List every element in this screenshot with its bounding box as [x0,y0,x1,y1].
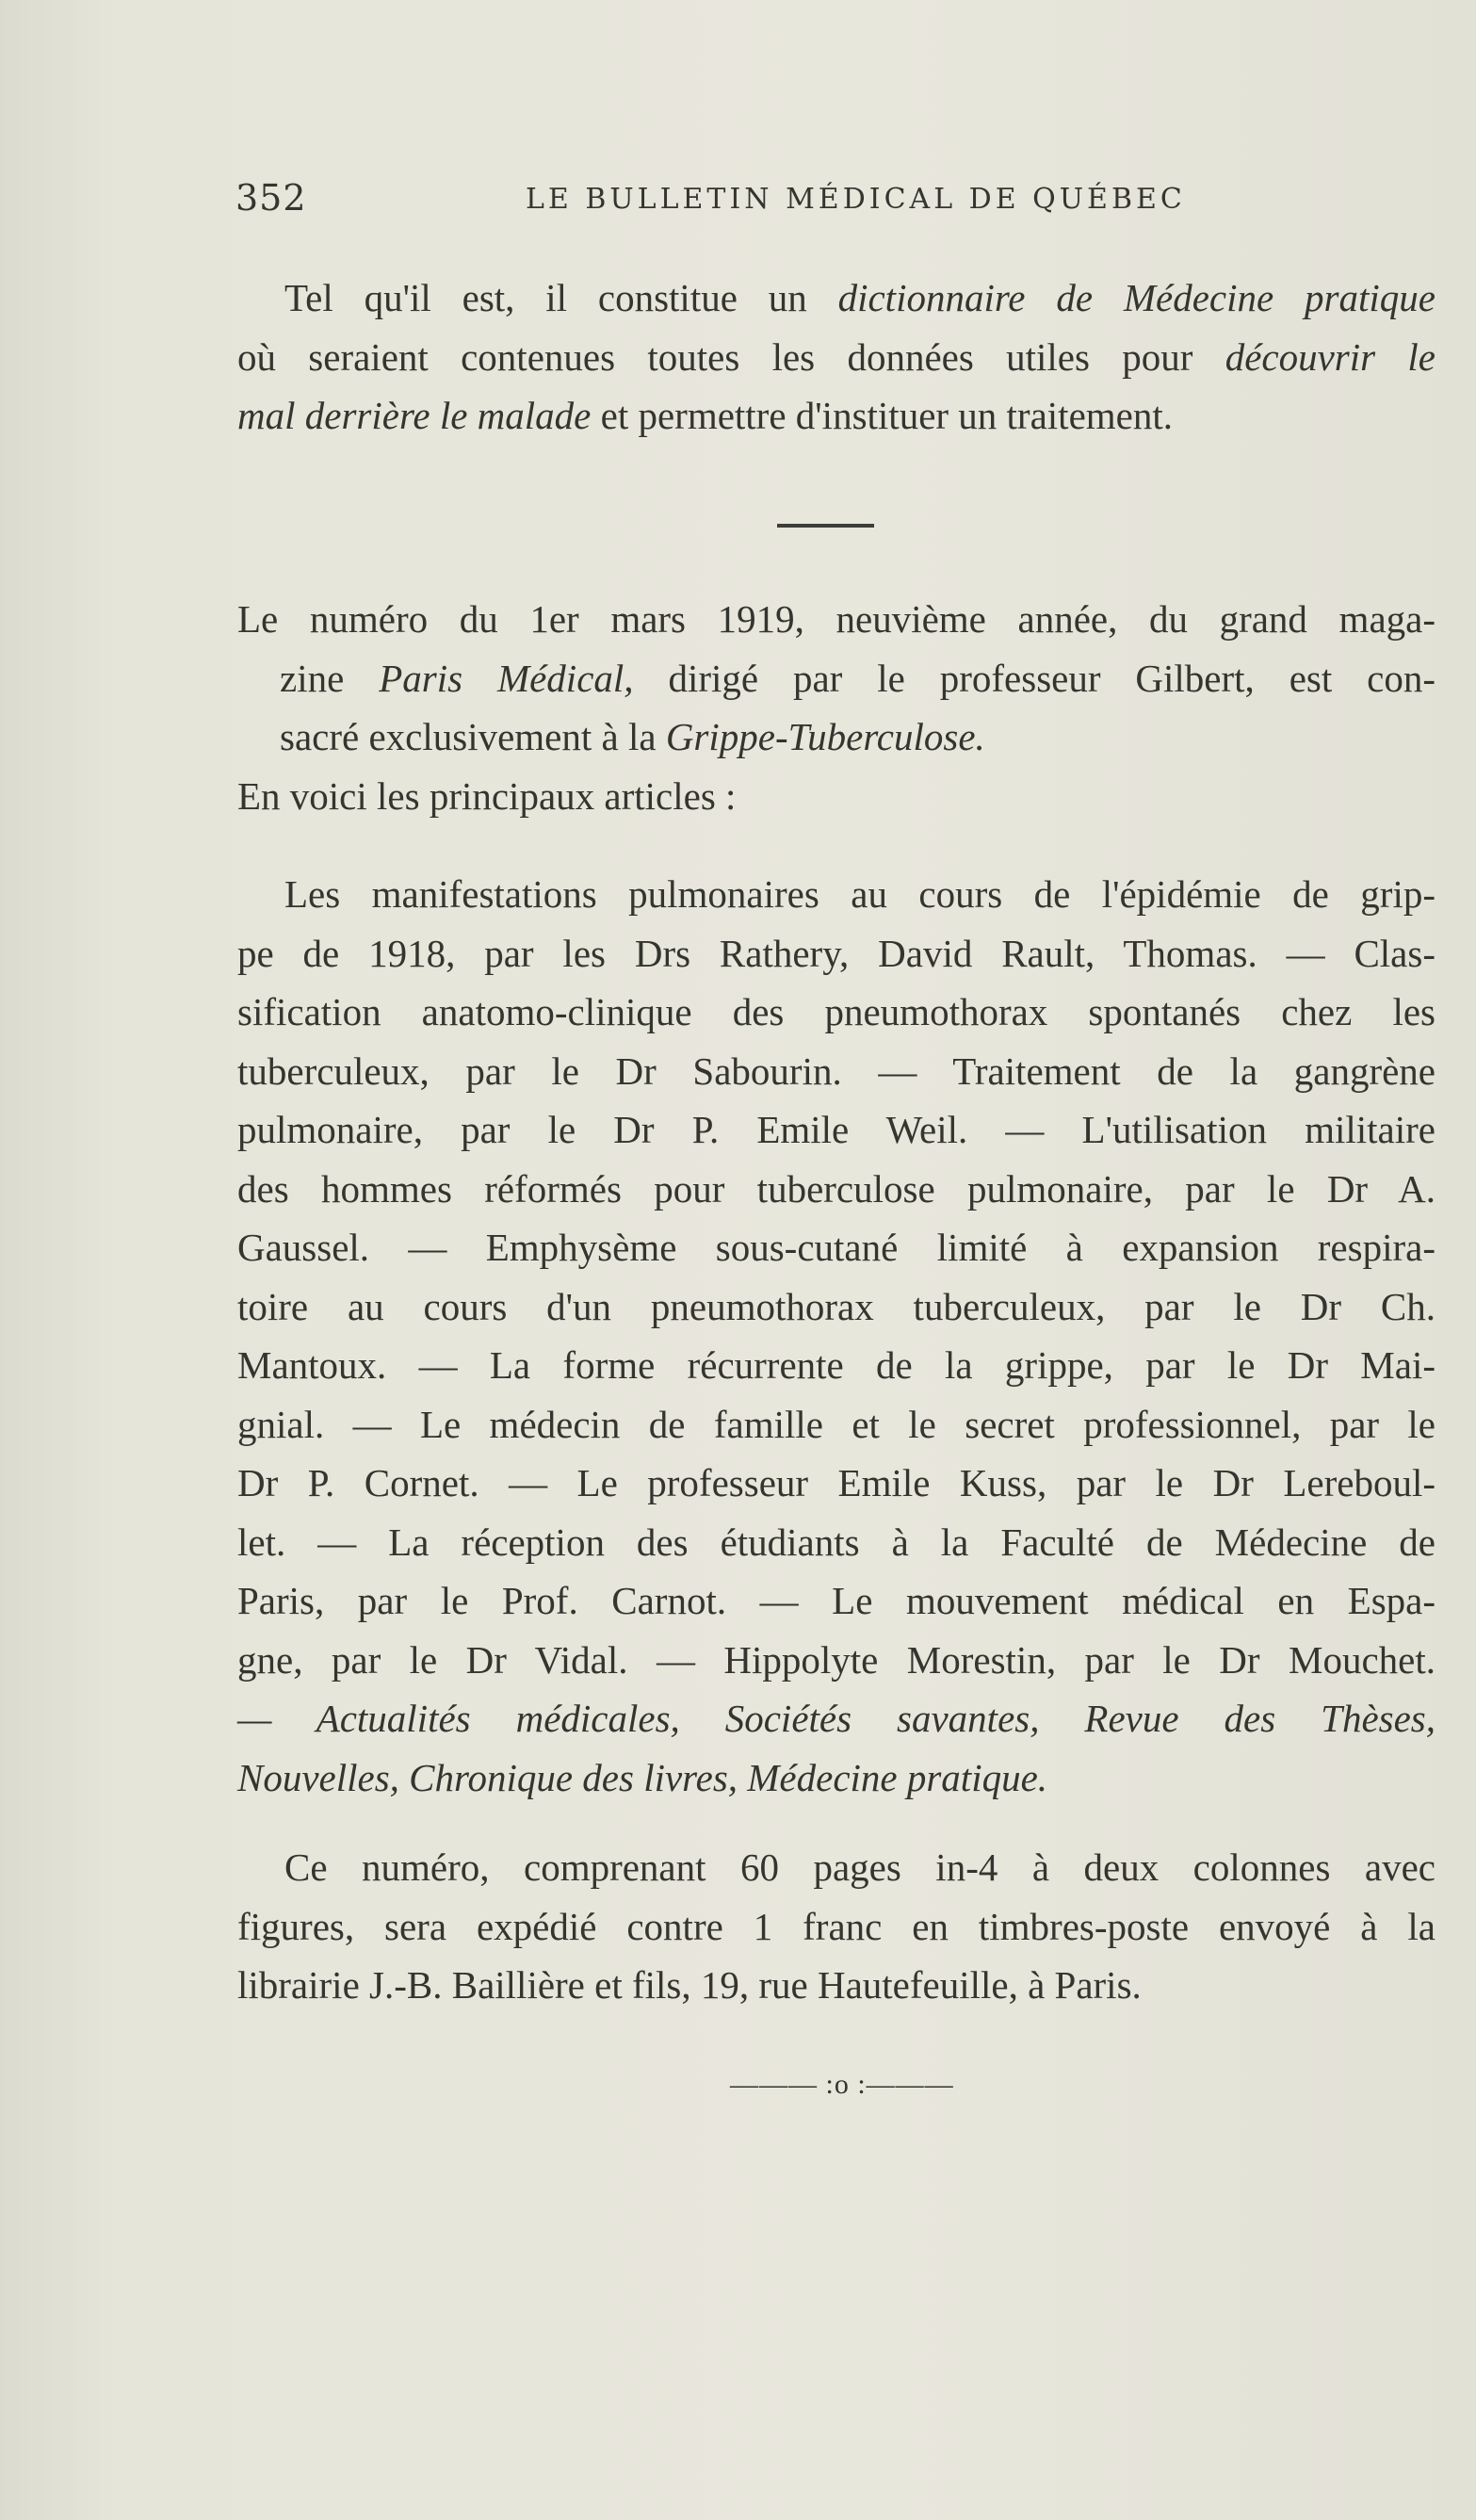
text-line: tuberculeux, par le Dr Sabourin. — Traitement de la gangrène [237,1049,1435,1093]
text-line: Paris, par le Prof. Carnot. — Le mouvement médical en Espa- [237,1579,1435,1622]
text-line: librairie J.-B. Baillière et fils, 19, rue Hautefeuille, à Paris. [237,1963,1142,2007]
text-line: let. — La réception des étudiants à la Faculté de Médecine de [237,1520,1435,1564]
text-line: des hommes réformés pour tuberculose pulmonaire, par le Dr A. [237,1166,1435,1211]
paragraph-articles [237,865,1435,1807]
text-line: gnial. — Le médecin de famille et le secret professionnel, par le [237,1402,1435,1446]
end-ornament: ——— :o :——— [730,2069,954,2100]
text-line: — Actualités médicales, Sociétés savantes, Revue des Thèses, [237,1697,1435,1740]
text-line: Nouvelles, Chronique des livres, Médecine pratique. [237,1755,1048,1799]
text-line: gne, par le Dr Vidal. — Hippolyte Morestin, par le Dr Mouchet. [237,1637,1435,1682]
text-line: Dr P. Cornet. — Le professeur Emile Kuss, par le Dr Lereboul- [237,1461,1435,1504]
text-line: pulmonaire, par le Dr P. Emile Weil. — L'utilisation militaire [237,1108,1435,1151]
text-line: Mantoux. — La forme récurrente de la grippe, par le Dr Mai- [237,1343,1435,1387]
text-line: toire au cours d'un pneumothorax tuberculeux, par le Dr Ch. [237,1284,1435,1328]
text-line: zine Paris Médical, dirigé par le professeur Gilbert, est con- [280,656,1435,700]
section-rule [777,524,874,528]
text-line: sification anatomo-clinique des pneumothorax spontanés chez les [237,990,1435,1033]
text-line: où seraient contenues toutes les données utiles pour découvrir le [237,334,1435,379]
page-header [235,177,1436,224]
text-line: Les manifestations pulmonaires au cours de l'épidémie de grip- [284,872,1435,916]
text-line: Ce numéro, comprenant 60 pages in-4 à deux colonnes avec [284,1845,1435,1889]
text-line: Gaussel. — Emphysème sous-cutané limité à expansion respira- [237,1226,1435,1269]
text-line: sacré exclusivement à la Grippe-Tuberculose. [280,715,985,758]
paragraph-paris-medical [237,590,1435,825]
page-number: 352 [235,177,307,219]
paragraph-expedition [237,1838,1435,2015]
text-line: figures, sera expédié contre 1 franc en timbres-poste envoyé à la [237,1904,1435,1948]
running-head: LE BULLETIN MÉDICAL DE QUÉBEC [526,183,1186,216]
text-line: En voici les principaux articles : [237,773,737,818]
paragraph-dictionnaire [237,268,1435,446]
text-line: pe de 1918, par les Drs Rathery, David Rault, Thomas. — Clas- [237,931,1435,975]
text-line: Le numéro du 1er mars 1919, neuvième année, du grand maga- [237,597,1435,641]
text-line: mal derrière le malade et permettre d'instituer un traitement. [237,394,1173,437]
text-line: Tel qu'il est, il constitue un dictionnaire de Médecine pratique [284,276,1435,319]
